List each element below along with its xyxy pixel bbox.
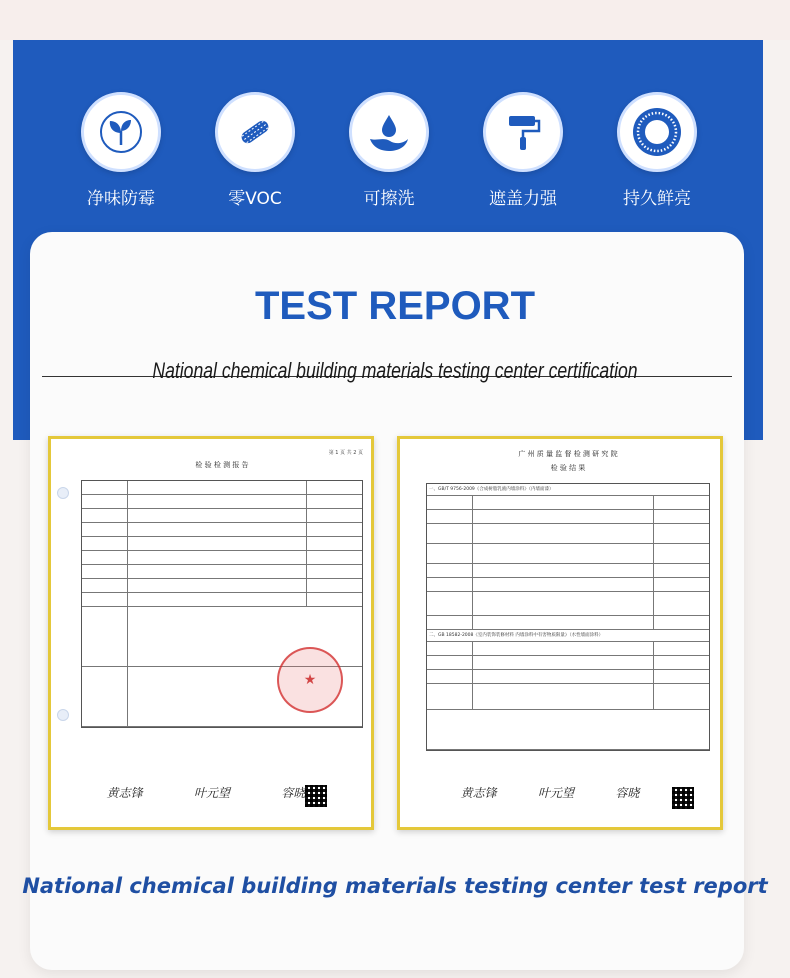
feature-label: 零VOC xyxy=(228,189,282,209)
bottom-caption: National chemical building materials testing center test report xyxy=(22,874,768,898)
top-strip xyxy=(0,0,790,40)
qr-code xyxy=(672,787,694,809)
document-heading: 检 验 结 果 xyxy=(550,464,586,472)
binder-hole xyxy=(57,709,69,721)
feature-label: 可擦洗 xyxy=(363,189,415,209)
results-table xyxy=(426,483,710,751)
document-body xyxy=(81,449,363,817)
feature-label: 净味防霉 xyxy=(87,189,155,209)
signature-row xyxy=(440,784,660,801)
feature-item-mildew xyxy=(61,92,181,209)
roller-brush-icon xyxy=(215,92,295,172)
page-subtitle: National chemical building materials testing center certification xyxy=(152,358,638,383)
signature: 叶元望 xyxy=(537,786,574,800)
paint-roller-icon xyxy=(483,92,563,172)
sun-badge-icon xyxy=(617,92,697,172)
document-meta xyxy=(81,449,363,456)
document-heading: 检 验 检 测 报 告 xyxy=(195,461,249,469)
signature: 黄志锋 xyxy=(460,786,497,800)
feature-label: 遮盖力强 xyxy=(489,189,557,209)
feature-item-coverage xyxy=(463,92,583,209)
signature: 容晓 xyxy=(281,786,306,800)
binder-hole xyxy=(57,487,69,499)
feature-item-brightness xyxy=(597,92,717,209)
signature-row xyxy=(81,784,331,801)
standard-heading: 二、GB 18582-2008《室内装饰装修材料 内墙涂料中有害物质限量》（水性墙面涂料） xyxy=(429,633,604,638)
feature-label: 持久鲜亮 xyxy=(623,189,691,209)
test-report-document-right xyxy=(397,436,723,830)
test-report-document-left xyxy=(48,436,374,830)
water-drop-hand-icon xyxy=(349,92,429,172)
page-number: 第 1 页 共 2 页 xyxy=(328,450,363,456)
feature-item-voc xyxy=(195,92,315,209)
leaf-sprout-icon xyxy=(81,92,161,172)
signature: 黄志锋 xyxy=(106,786,143,800)
document-body xyxy=(426,449,710,817)
signature: 容晓 xyxy=(615,786,640,800)
qr-code xyxy=(305,785,327,807)
official-seal: ★ xyxy=(277,647,343,713)
signature: 叶元望 xyxy=(193,786,230,800)
standard-heading: 一、GB/T 9756-2009《合成树脂乳液内墙涂料》（内墙面漆） xyxy=(429,487,554,492)
institute-name: 广 州 质 量 监 督 检 测 研 究 院 xyxy=(518,450,618,458)
feature-list xyxy=(13,92,763,212)
feature-item-washable xyxy=(329,92,449,209)
page-title: TEST REPORT xyxy=(254,284,536,328)
